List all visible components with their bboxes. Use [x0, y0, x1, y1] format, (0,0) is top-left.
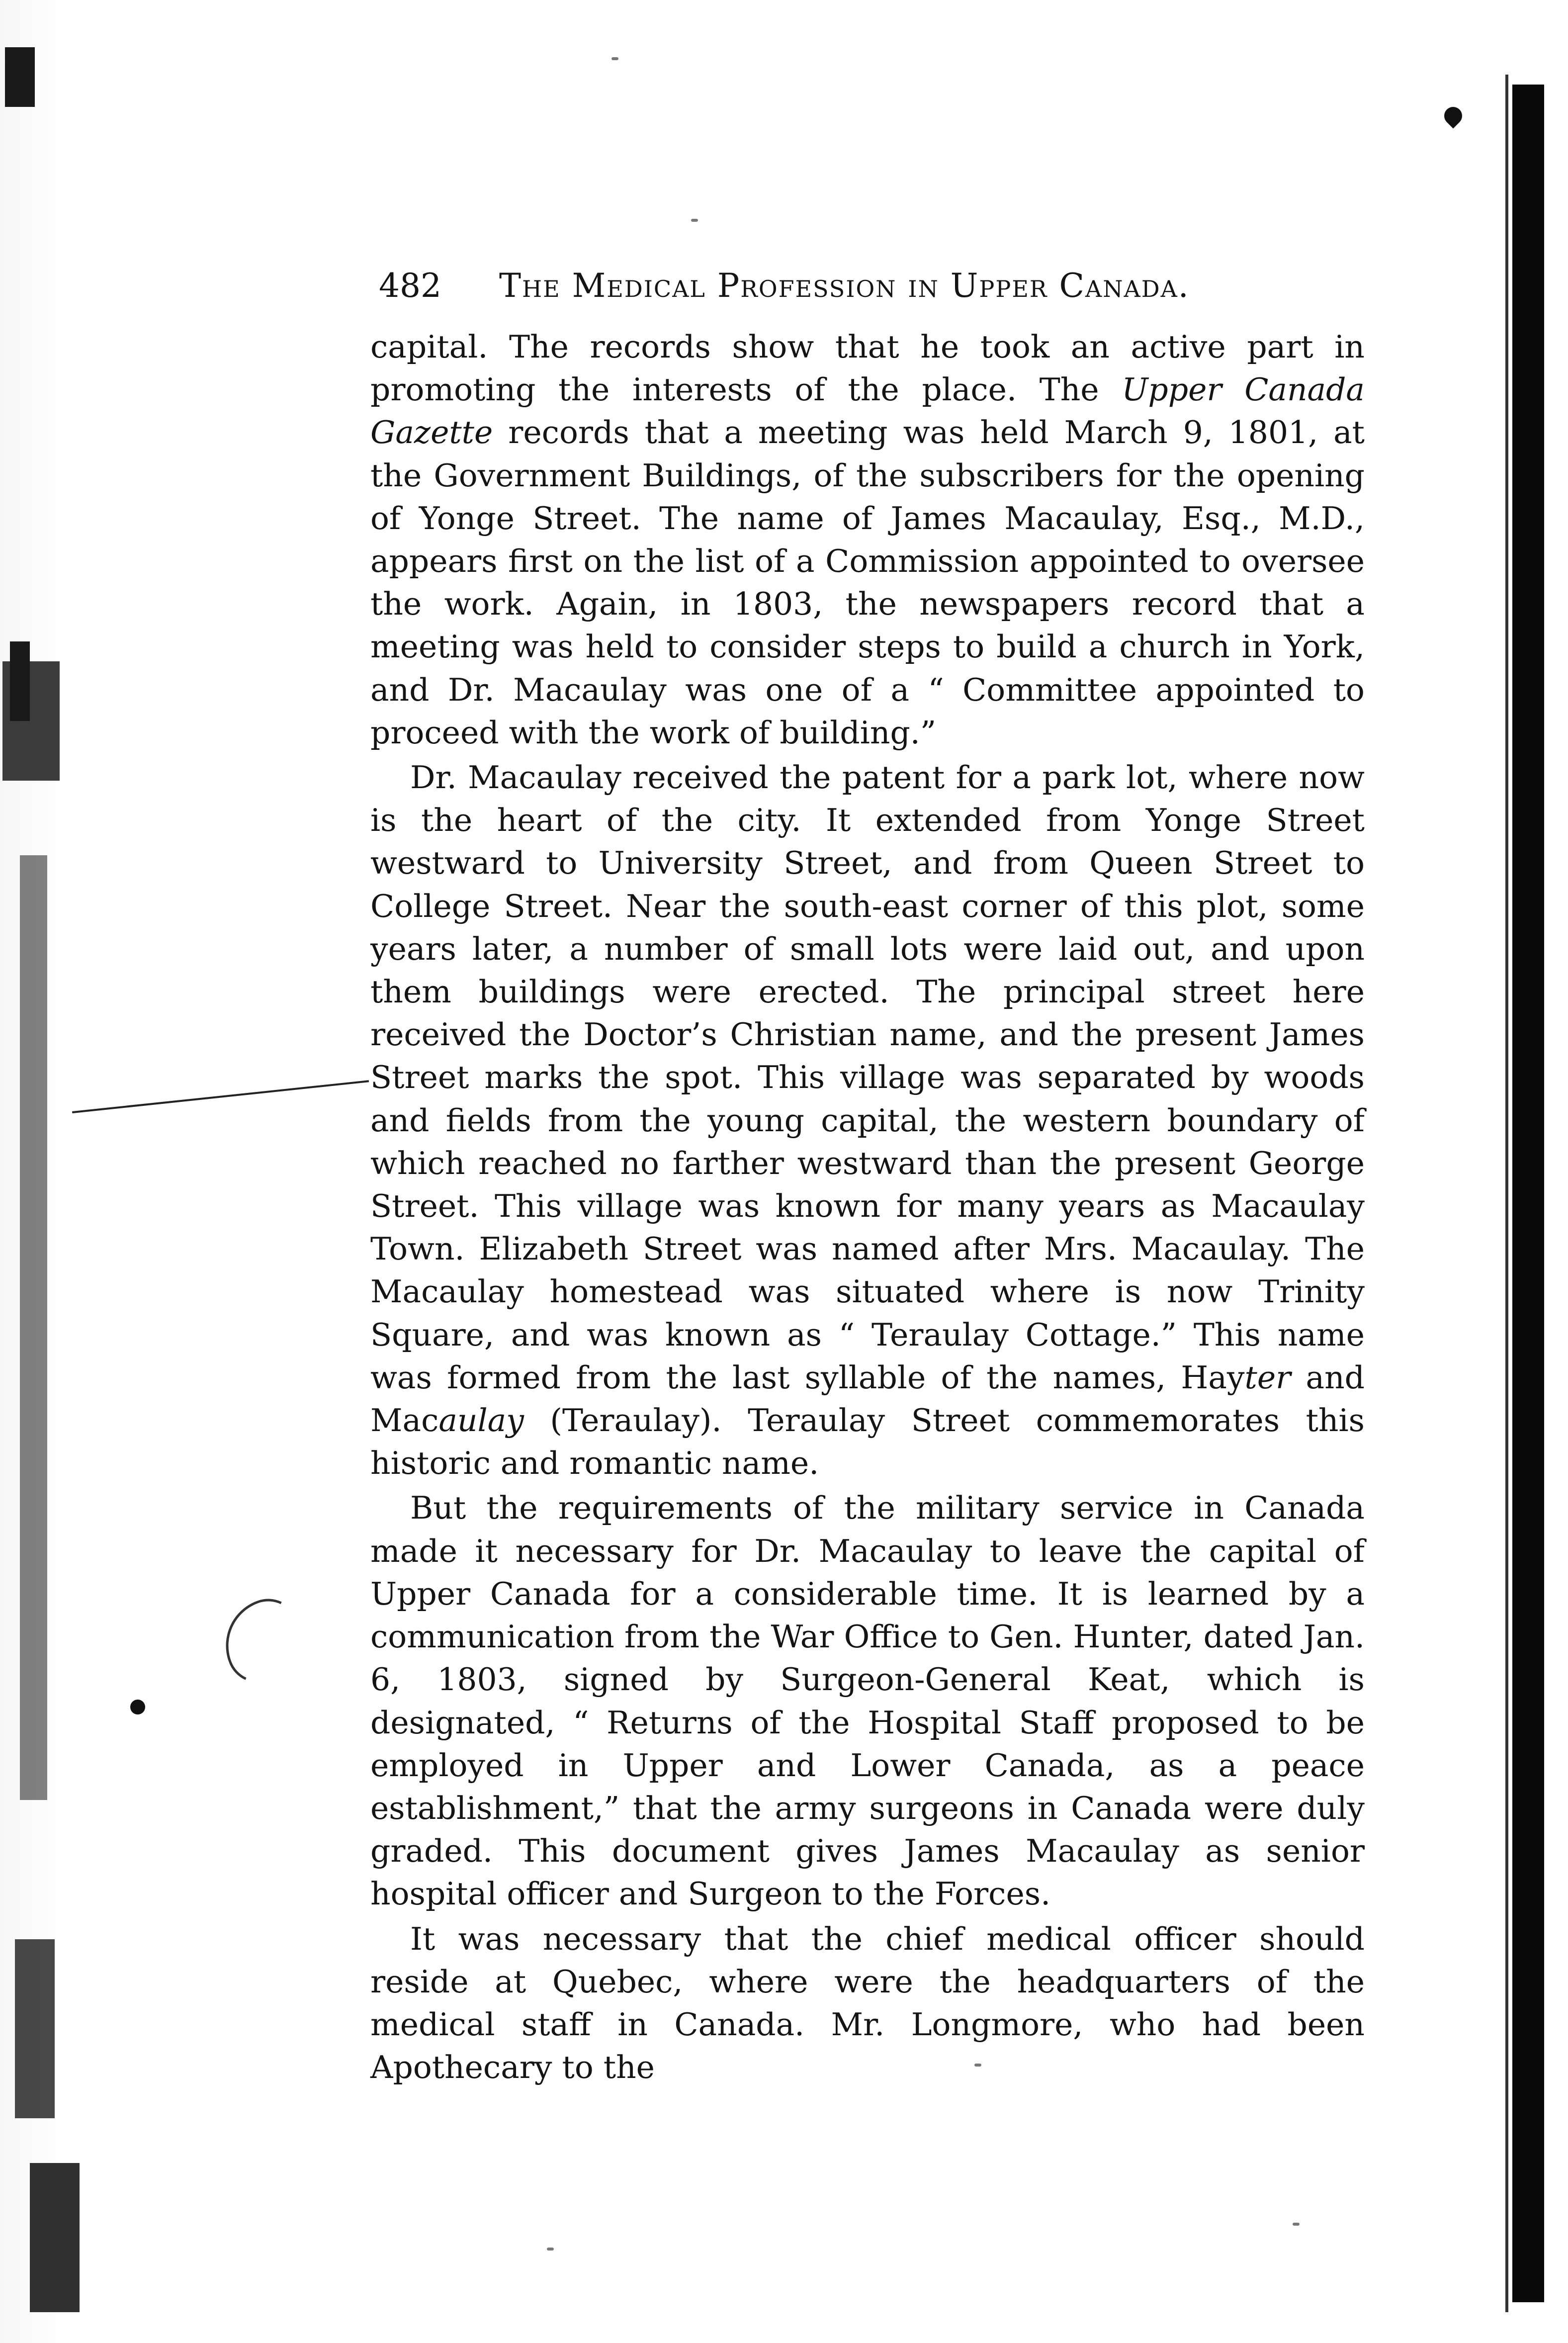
dust-speck	[691, 219, 698, 222]
paragraph	[370, 326, 1365, 754]
text-run: records that a meeting was held March 9, 1801, at the Government Buildings, of the subscribers for the opening of Yonge Street. The name of James Macaulay, Esq., M.D., appears first on the list of a Commission appointed to oversee the work. Again, in 1803, the newspapers record that a meeting was held to consider steps to build a church in York, and Dr. Macaulay was one of a “ Committee appointed to proceed with the work of building.”	[370, 414, 1365, 751]
paragraph	[370, 1918, 1365, 2089]
scan-mark	[5, 47, 35, 107]
italic-text: Upper Canada Gazette	[370, 371, 1365, 451]
pen-scribble	[212, 1590, 314, 1692]
text-run: (Teraulay). Teraulay Street commemorates this historic and romantic name.	[370, 1402, 1365, 1482]
text-run: and Mac	[370, 1359, 1365, 1439]
pen-stroke	[72, 1080, 369, 1113]
running-header	[379, 266, 1373, 306]
paragraph	[370, 756, 1365, 1485]
scan-mark	[20, 855, 47, 1800]
paragraph	[370, 1487, 1365, 1915]
scan-mark	[15, 1939, 55, 2118]
italic-text: ter	[1244, 1359, 1291, 1396]
dust-speck	[1293, 2223, 1300, 2226]
scan-mark	[30, 2163, 80, 2312]
scan-mark	[2, 661, 60, 781]
ink-blot	[1441, 103, 1466, 129]
dust-speck	[611, 57, 618, 60]
text-run: But the requirements of the military service in Canada made it necessary for Dr. Macaulay to leave the capital of Upper Canada for a considerable time. It is learned by a communication from the War Office to Gen. Hunter, dated Jan. 6, 1803, signed by Surgeon-General Keat, which is designated, “ Returns of the Hospital Staff proposed to be employed in Upper and Lower Canada, as a peace establishment,” that the army surgeons in Canada were duly graded. This document gives James Macaulay as senior hospital officer and Surgeon to the Forces.	[370, 1490, 1365, 1912]
page-edge-shadow	[1512, 85, 1544, 2302]
italic-text: aulay	[438, 1402, 524, 1439]
ink-dot	[130, 1700, 145, 1714]
text-run: capital. The records show that he took an active part in promoting the interests of the place. The	[370, 329, 1365, 408]
running-title: The Medical Profession in Upper Canada.	[499, 267, 1190, 305]
page-edge-line	[1505, 75, 1508, 2312]
dust-speck	[547, 2248, 554, 2251]
page-number: 482	[379, 267, 441, 305]
text-run: It was necessary that the chief medical officer should reside at Quebec, where were the headquarters of the medical staff in Canada. Mr. Longmore, who had been Apothecary to the	[370, 1920, 1365, 2086]
body-text	[370, 326, 1365, 2091]
text-run: Dr. Macaulay received the patent for a park lot, where now is the heart of the city. It extended from Yonge Street westward to University Street, and from Queen Street to College Street. Near the south-east corner of this plot, some years later, a number of small lots were laid out, and upon them buildings were erected. The principal street here received the Doctor’s Christian name, and the present James Street marks the spot. This village was separated by woods and fields from the young capital, the western boundary of which reached no farther westward than the present George Street. This village was known for many years as Macaulay Town. Elizabeth Street was named after Mrs. Macaulay. The Macaulay homestead was situated where is now Trinity Square, and was known as “ Teraulay Cottage.” This name was formed from the last syllable of the names, Hay	[370, 759, 1365, 1396]
